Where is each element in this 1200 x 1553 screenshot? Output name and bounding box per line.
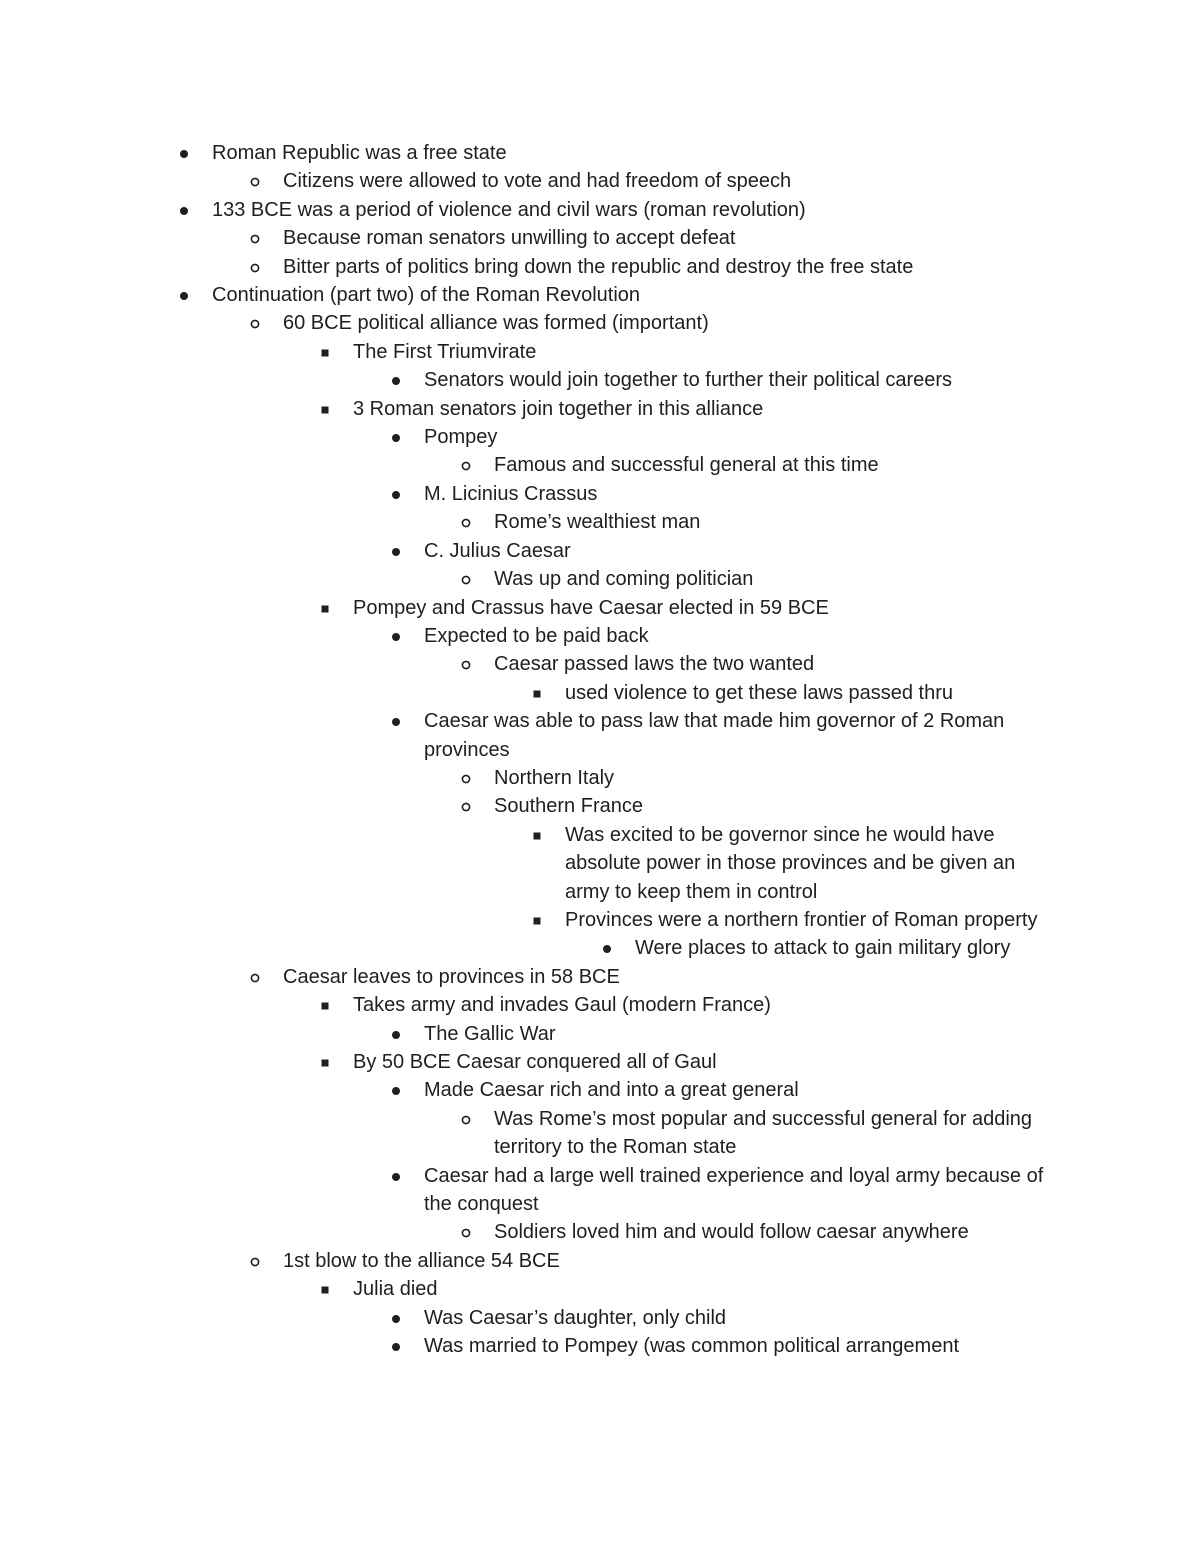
filled-square-bullet-icon — [315, 338, 335, 366]
outline-item-text: Was Rome’s most popular and successful general for adding territory to the Roman state — [494, 1107, 1033, 1159]
bullet-icon — [386, 1304, 406, 1332]
bullet-icon — [456, 650, 476, 678]
filled-square-bullet-icon — [315, 395, 335, 423]
hollow-circle-bullet-icon — [245, 963, 265, 991]
outline-item — [0, 423, 1200, 451]
filled-disc-bullet-icon — [174, 281, 194, 309]
outline-item-text: C. Julius Caesar — [424, 539, 571, 562]
filled-disc-bullet-icon — [386, 1304, 406, 1332]
outline-item — [0, 1162, 1200, 1219]
filled-disc-bullet-icon — [386, 622, 406, 650]
filled-disc-bullet-icon — [386, 1162, 406, 1190]
outline-item — [0, 1332, 1200, 1360]
bullet-icon — [456, 1105, 476, 1133]
outline-item — [0, 1048, 1200, 1076]
outline-item-text: Was excited to be governor since he would have absolute power in those provinces and be given an army to keep them in control — [565, 823, 1016, 903]
bullet-icon — [386, 1162, 406, 1190]
outline-item-text: Pompey — [424, 426, 498, 449]
outline-item-text: The Gallic War — [424, 1022, 556, 1045]
bullet-icon — [456, 451, 476, 479]
filled-disc-bullet-icon — [386, 707, 406, 735]
outline-item — [0, 764, 1200, 792]
outline-item-text: Caesar leaves to provinces in 58 BCE — [283, 965, 620, 988]
bullet-icon — [386, 707, 406, 735]
hollow-circle-bullet-icon — [456, 451, 476, 479]
filled-disc-bullet-icon — [386, 1076, 406, 1104]
bullet-icon — [245, 253, 265, 281]
outline-item-text: Were places to attack to gain military glory — [635, 937, 1011, 960]
outline-item — [0, 963, 1200, 991]
outline-item-text: Citizens were allowed to vote and had freedom of speech — [283, 170, 792, 193]
filled-disc-bullet-icon — [386, 366, 406, 394]
outline-item — [0, 1020, 1200, 1048]
hollow-circle-bullet-icon — [245, 224, 265, 252]
outline-item-text: Southern France — [494, 795, 643, 818]
outline-item — [0, 565, 1200, 593]
outline-item — [0, 196, 1200, 224]
outline-item-text: 133 BCE was a period of violence and civil wars (roman revolution) — [212, 198, 806, 221]
bullet-icon — [456, 764, 476, 792]
hollow-circle-bullet-icon — [245, 1247, 265, 1275]
outline-item-text: Senators would join together to further their political careers — [424, 369, 953, 392]
outline-item-text: The First Triumvirate — [353, 340, 537, 363]
bullet-icon — [245, 167, 265, 195]
filled-square-bullet-icon — [527, 821, 547, 849]
outline-item-text: used violence to get these laws passed thru — [565, 681, 954, 704]
outline-item-text: Was Caesar’s daughter, only child — [424, 1306, 727, 1329]
outline-item — [0, 1275, 1200, 1303]
outline-item — [0, 1247, 1200, 1275]
outline-item-text: Takes army and invades Gaul (modern France) — [353, 994, 771, 1017]
bullet-icon — [386, 480, 406, 508]
outline-item — [0, 991, 1200, 1019]
outline-item — [0, 309, 1200, 337]
bullet-icon — [456, 508, 476, 536]
outline-item-text: Was married to Pompey (was common political arrangement — [424, 1335, 960, 1358]
bullet-icon — [527, 821, 547, 849]
hollow-circle-bullet-icon — [245, 167, 265, 195]
filled-disc-bullet-icon — [174, 196, 194, 224]
hollow-circle-bullet-icon — [456, 565, 476, 593]
outline-item-text: M. Licinius Crassus — [424, 482, 598, 505]
outline-item — [0, 253, 1200, 281]
filled-disc-bullet-icon — [386, 1332, 406, 1360]
outline-item-text: 60 BCE political alliance was formed (important) — [283, 312, 709, 335]
bullet-icon — [386, 537, 406, 565]
bullet-icon — [386, 1332, 406, 1360]
outline-item — [0, 792, 1200, 820]
hollow-circle-bullet-icon — [245, 253, 265, 281]
outline-item-text: Expected to be paid back — [424, 624, 649, 647]
filled-disc-bullet-icon — [386, 423, 406, 451]
filled-disc-bullet-icon — [386, 537, 406, 565]
outline-item — [0, 679, 1200, 707]
outline-item — [0, 366, 1200, 394]
filled-square-bullet-icon — [527, 906, 547, 934]
outline-item — [0, 1076, 1200, 1104]
outline-item — [0, 281, 1200, 309]
bullet-icon — [386, 366, 406, 394]
bullet-icon — [245, 224, 265, 252]
outline-item — [0, 594, 1200, 622]
outline-item-text: Continuation (part two) of the Roman Revolution — [212, 284, 641, 307]
bullet-icon — [315, 338, 335, 366]
outline-item-text: Julia died — [353, 1278, 438, 1301]
outline-item — [0, 480, 1200, 508]
bullet-icon — [174, 281, 194, 309]
bullet-icon — [315, 395, 335, 423]
filled-square-bullet-icon — [527, 679, 547, 707]
outline-item-text: Made Caesar rich and into a great general — [424, 1079, 799, 1102]
hollow-circle-bullet-icon — [456, 1218, 476, 1246]
bullet-icon — [315, 991, 335, 1019]
filled-square-bullet-icon — [315, 1275, 335, 1303]
outline-item — [0, 338, 1200, 366]
outline-item — [0, 451, 1200, 479]
outline-item-text: 1st blow to the alliance 54 BCE — [283, 1249, 560, 1272]
outline-item — [0, 537, 1200, 565]
bullet-icon — [245, 1247, 265, 1275]
outline-item-text: Because roman senators unwilling to accept defeat — [283, 227, 736, 250]
outline-item — [0, 139, 1200, 167]
outline-item-text: Provinces were a northern frontier of Roman property — [565, 908, 1038, 931]
outline-item — [0, 167, 1200, 195]
bullet-icon — [245, 309, 265, 337]
hollow-circle-bullet-icon — [456, 764, 476, 792]
outline-item — [0, 707, 1200, 764]
outline-item-text: Caesar had a large well trained experience and loyal army because of the conquest — [424, 1164, 1044, 1216]
outline-item — [0, 1105, 1200, 1162]
bullet-icon — [174, 196, 194, 224]
bullet-icon — [174, 139, 194, 167]
outline-item — [0, 934, 1200, 962]
outline-item — [0, 821, 1200, 906]
bullet-icon — [386, 1076, 406, 1104]
bullet-icon — [315, 1275, 335, 1303]
outline-item — [0, 395, 1200, 423]
outline-item-text: Roman Republic was a free state — [212, 142, 507, 164]
hollow-circle-bullet-icon — [456, 650, 476, 678]
outline-item-text: Pompey and Crassus have Caesar elected in 59 BCE — [353, 596, 829, 619]
bullet-icon — [527, 906, 547, 934]
outline-item-text: Was up and coming politician — [494, 568, 754, 591]
outline-item-text: Rome’s wealthiest man — [494, 511, 701, 534]
bullet-icon — [245, 963, 265, 991]
bullet-icon — [386, 1020, 406, 1048]
bullet-icon — [315, 594, 335, 622]
outline-item — [0, 508, 1200, 536]
outline-item-text: By 50 BCE Caesar conquered all of Gaul — [353, 1051, 717, 1073]
outline-item — [0, 1304, 1200, 1332]
hollow-circle-bullet-icon — [456, 1105, 476, 1133]
hollow-circle-bullet-icon — [456, 792, 476, 820]
bullet-icon — [527, 679, 547, 707]
outline-item — [0, 1218, 1200, 1246]
filled-disc-bullet-icon — [174, 139, 194, 167]
outline-item-text: Caesar was able to pass law that made him governor of 2 Roman provinces — [424, 710, 1005, 761]
filled-square-bullet-icon — [315, 1048, 335, 1076]
hollow-circle-bullet-icon — [456, 508, 476, 536]
bullet-icon — [386, 423, 406, 451]
bullet-icon — [456, 565, 476, 593]
outline-item — [0, 622, 1200, 650]
outline-item-text: Northern Italy — [494, 766, 615, 789]
outline-item-text: Caesar passed laws the two wanted — [494, 653, 815, 676]
outline-item — [0, 650, 1200, 678]
bullet-icon — [386, 622, 406, 650]
bullet-icon — [315, 1048, 335, 1076]
bullet-outline — [0, 139, 1200, 1360]
outline-item-text: Soldiers loved him and would follow caesar anywhere — [494, 1221, 969, 1244]
outline-item-text: Famous and successful general at this time — [494, 454, 879, 477]
outline-item-text: Bitter parts of politics bring down the republic and destroy the free state — [283, 255, 914, 278]
bullet-icon — [597, 934, 617, 962]
outline-item — [0, 224, 1200, 252]
filled-disc-bullet-icon — [597, 934, 617, 962]
outline-item — [0, 906, 1200, 934]
bullet-icon — [456, 1218, 476, 1246]
bullet-icon — [456, 792, 476, 820]
filled-square-bullet-icon — [315, 594, 335, 622]
filled-disc-bullet-icon — [386, 1020, 406, 1048]
filled-disc-bullet-icon — [386, 480, 406, 508]
hollow-circle-bullet-icon — [245, 309, 265, 337]
outline-item-text: 3 Roman senators join together in this alliance — [353, 397, 764, 420]
filled-square-bullet-icon — [315, 991, 335, 1019]
